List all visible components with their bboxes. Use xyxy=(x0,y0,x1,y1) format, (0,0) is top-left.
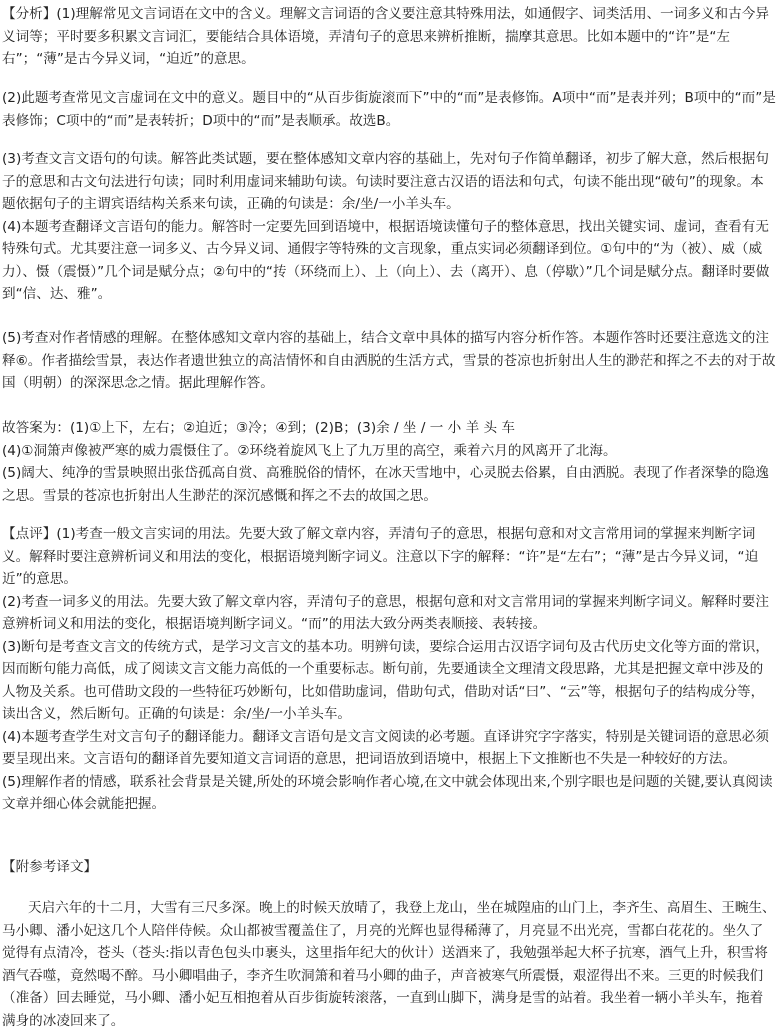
comment-paragraph-5: (5)理解作者的情感，联系社会背景是关键,所处的环境会影响作者心境,在文中就会体现出来,个别字眼也是问题的关键,要认真阅读文章并细心体会就能把握。 xyxy=(2,773,773,812)
analysis-paragraph-1: 【分析】(1)理解常见文言词语在文中的含义。理解文言词语的含义要注意其特殊用法，如通假字、词类活用、一词多义和古今异义词等；平时要多积累文言词汇，要能结合具体语境，弄清句子的意思来辨析推断，揣摩其意思。比如本题中的“许”是“左右”；“薄”是古今异义词，“迫近”的意思。 xyxy=(2,6,769,67)
translation-body: 天启六年的十二月，大雪有三尺多深。晚上的时候天放晴了，我登上龙山，坐在城隍庙的山门上，李齐生、高眉生、王畹生、马小卿、潘小妃这几个人陪伴侍候。众山都被雪覆盖住了，月亮的光辉也显得稀薄了，月亮显不出光亮，雪都白花花的。坐久了觉得有点清冷，苍头（苍头:指以青色包头巾裹头，这里指年纪大的伙计）送酒来了，我勉强举起大杯子抗寒，酒气上升，积雪将酒气吞噬，竟然喝不醉。马小卿唱曲子，李齐生吹洞箫和着马小卿的曲子，声音被寒气所震慑，艰涩得出不来。三更的时候我们（准备）回去睡觉，马小卿、潘小妃互相抱着从百步街旋转滚落，一直到山脚下，满身是雪的站着。我坐着一辆小羊头车，拖着满身的冰凌回来了。 xyxy=(2,900,776,1029)
analysis-paragraph-2: (2)此题考查常见文言虚词在文中的意义。题目中的“从百步街旋滚而下”中的“而”是表修饰。A项中“而”是表并列；B项中的“而”是表修饰；C项中的“而”是表转折；D项中的“而”是表顺承。故选B。 xyxy=(2,90,776,129)
analysis-part-5 xyxy=(2,327,776,395)
comment-paragraph-2: (2)考查一词多义的用法。先要大致了解文章内容，弄清句子的意思，根据句意和对文言常用词的掌握来判断字词义。解释时要注意辨析词义和用法的变化，根据语境判断字词义。“而”的用法大致分两类表顺接、表转接。 xyxy=(2,593,769,632)
analysis-part-2 xyxy=(2,87,776,132)
analysis-paragraph-5: (5)考查对作者情感的理解。在整体感知文章内容的基础上，结合文章中具体的描写内容分析作答。本题作答时还要注意选文的注释⑥。作者描绘雪景，表达作者遗世独立的高洁情怀和自由洒脱的生活方式，雪景的苍凉也折射出人生的渺茫和挥之不去的对于故国（明朝）的深深思念之情。据此理解作答。 xyxy=(2,330,776,391)
translation-section xyxy=(2,897,776,1032)
translation-heading: 【附参考译文】 xyxy=(2,859,98,875)
analysis-section xyxy=(2,3,776,71)
answer-line-1: 故答案为：(1)①上下，左右；②迫近；③冷；④到；(2)B；(3)余 / 坐 / 一 小 羊 头 车 xyxy=(2,420,516,436)
answer-line-3: (5)阔大、纯净的雪景映照出张岱孤高自赏、高雅脱俗的情怀，在冰天雪地中，心灵脱去俗累，自由洒脱。表现了作者深挚的隐逸之思。雪景的苍凉也折射出人生渺茫的深沉感慨和挥之不去的故国之思。 xyxy=(2,465,769,504)
analysis-part-3-4 xyxy=(2,148,776,306)
comment-paragraph-3: (3)断句是考查文言文的传统方式，是学习文言文的基本功。明辨句读，要综合运用古汉语字词句及古代历史文化等方面的常识，因而断句能力高低，成了阅读文言文能力高低的一个重要标志。断句前，先要通读全文理清文段思路，尤其是把握文章中涉及的人物及关系。也可借助文段的一些特征巧妙断句，比如借助虚词，借助句式，借助对话“曰”、“云”等，根据句子的结构成分等，读出含义，然后断句。正确的句读是：余/坐/一小羊头车。 xyxy=(2,638,769,722)
answer-section xyxy=(2,417,776,507)
translation-heading-block xyxy=(2,856,776,879)
analysis-paragraph-4: (4)本题考查翻译文言语句的能力。解答时一定要先回到语境中，根据语境读懂句子的整体意思，找出关键实词、虚词，查看有无特殊句式。尤其要注意一词多义、古今异义词、通假字等特殊的文言现象，重点实词必须翻译到位。①句中的“为（被）、威（威力）、慑（震慑）”几个词是赋分点；②句中的“抟（环绕而上）、上（向上）、去（离开）、息（停歇）”几个词是赋分点。翻译时要做到“信、达、雅”。 xyxy=(2,218,770,302)
answer-line-2: (4)①洞箫声像被严寒的威力震慑住了。②环绕着旋风飞上了九万里的高空，乘着六月的风离开了北海。 xyxy=(2,442,617,459)
comment-paragraph-4: (4)本题考查学生对文言句子的翻译能力。翻译文言语句是文言文阅读的必考题。直译讲究字字落实，特别是关键词语的意思必须要呈现出来。文言语句的翻译首先要知道文言词语的意思，把词语放到语境中，根据上下文推断也不失是一种较好的方法。 xyxy=(2,728,769,767)
comment-section xyxy=(2,523,776,816)
comment-paragraph-1: 【点评】(1)考查一般文言实词的用法。先要大致了解文章内容，弄清句子的意思，根据句意和对文言常用词的掌握来判断字词义。解释时要注意辨析词义和用法的变化，根据语境判断字词义。注意以下字的解释：“许”是“左右”；“薄”是古今异义词，“迫近”的意思。 xyxy=(2,526,759,587)
analysis-paragraph-3: (3)考查文言文语句的句读。解答此类试题，要在整体感知文章内容的基础上，先对句子作简单翻译，初步了解大意，然后根据句子的意思和古文句法进行句读；同时利用虚词来辅助句读。句读时要注意古汉语的语法和句式，句读不能出现“破句”的现象。本题依据句子的主谓宾语结构关系来句读，正确的句读是：余/坐/一小羊头车。 xyxy=(2,151,769,212)
